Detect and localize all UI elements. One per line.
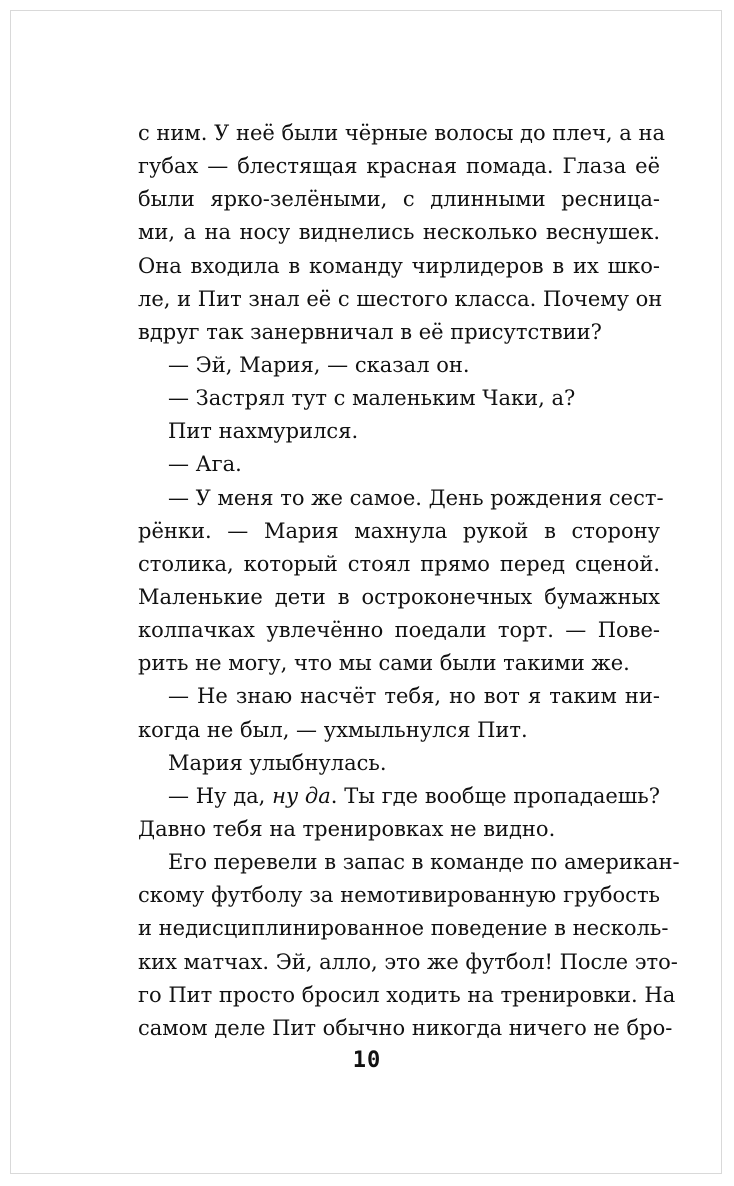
text-line: Пит нахмурился. [168, 419, 359, 444]
text-line: колпачках увлечённо поедали торт. — Пове- [138, 618, 660, 643]
italic-text: ну да [272, 783, 331, 808]
text-line: самом деле Пит обычно никогда ничего не бро- [138, 1015, 673, 1040]
text-line: были ярко-зелёными, с длинными ресница- [138, 187, 660, 212]
text-segment: — Ну да, [168, 783, 273, 808]
text-line: рить не могу, что мы сами были такими же. [138, 651, 630, 676]
text-line: — Эй, Мария, — сказал он. [168, 352, 470, 377]
text-segment: . Ты где вообще пропадаешь? [330, 783, 660, 808]
text-line-with-italic [138, 780, 660, 813]
text-line: — Застрял тут с маленьким Чаки, а? [168, 386, 576, 411]
text-line: Его перевели в запас в команде по американ- [168, 850, 680, 875]
text-line: Маленькие дети в остроконечных бумажных [138, 584, 660, 609]
text-line: и недисциплинированное поведение в несколь- [138, 916, 669, 941]
text-line: скому футболу за немотивированную грубость [138, 883, 660, 908]
text-line: рёнки. — Мария махнула рукой в сторону [138, 518, 660, 543]
text-line: — Ага. [168, 452, 242, 477]
text-line: Давно тебя на тренировках не видно. [138, 816, 556, 841]
text-line: — У меня то же самое. День рождения сест- [168, 485, 664, 510]
text-line: — Не знаю насчёт тебя, но вот я таким ни- [168, 684, 660, 709]
text-line: го Пит просто бросил ходить на тренировки. На [138, 982, 676, 1007]
text-line: ких матчах. Эй, алло, это же футбол! После это- [138, 949, 678, 974]
text-line: ле, и Пит знал её с шестого класса. Почему он [138, 286, 663, 311]
page-number: 10 [352, 1048, 382, 1073]
text-line: когда не был, — ухмыльнулся Пит. [138, 717, 528, 742]
text-line: с ним. У неё были чёрные волосы до плеч, а на [138, 121, 665, 145]
text-line: Она входила в команду чирлидеров в их шко- [138, 253, 660, 278]
text-line: Мария улыбнулась. [168, 750, 387, 775]
text-line: губах — блестящая красная помада. Глаза её [138, 154, 660, 179]
text-line: ми, а на носу виднелись несколько веснушек. [138, 220, 660, 245]
text-line: вдруг так занервничал в её присутствии? [138, 319, 602, 344]
text-line: столика, который стоял прямо перед сценой. [138, 551, 660, 576]
body-text [138, 117, 680, 1045]
